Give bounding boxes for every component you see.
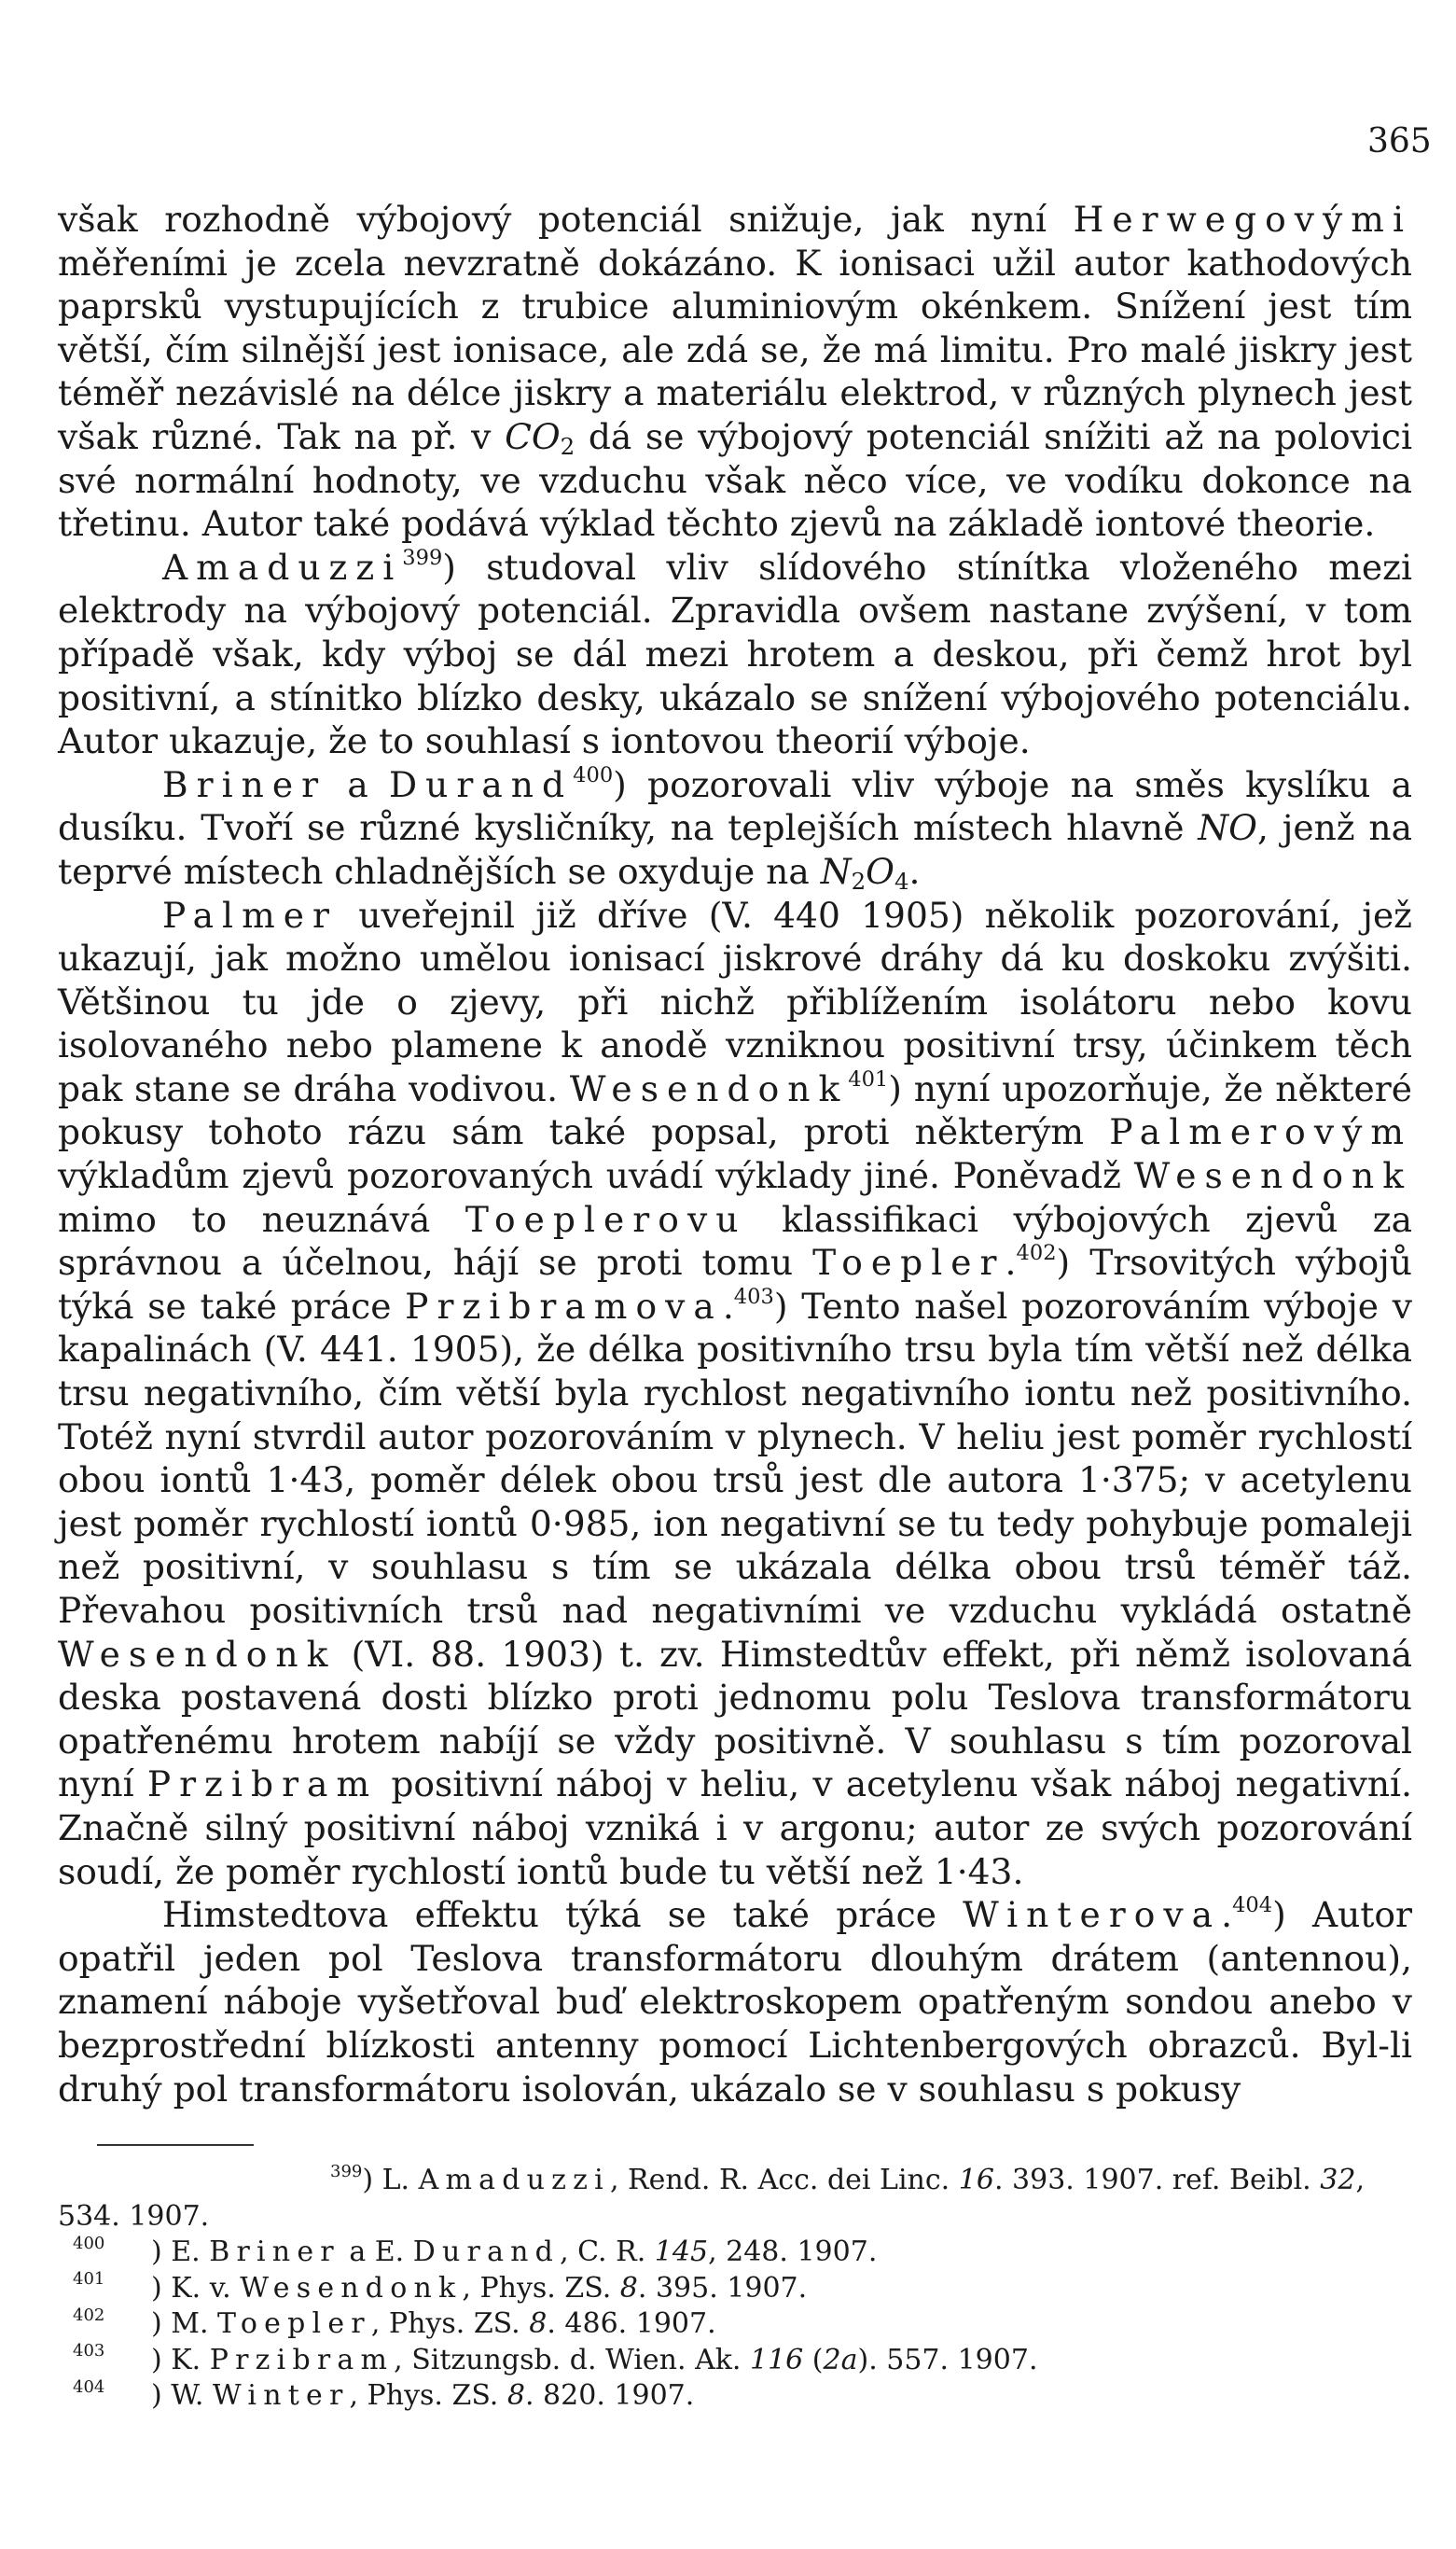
text-run: . 393. 1907. ref. Beibl. (993, 2164, 1321, 2196)
spaced-name: Wesendonk (58, 1633, 337, 1675)
text-run: ). 557. 1907. (857, 2343, 1038, 2376)
spaced-name: Amaduzzi (418, 2164, 610, 2196)
footnote: 401 ) K. v. Wesendonk, Phys. ZS. 8. 395. 1907. (73, 2269, 808, 2305)
text-run: O (866, 850, 894, 892)
footnote: 400 ) E. Briner a E. Durand, C. R. 145, 248. 1907. (73, 2233, 878, 2268)
spaced-name: Przibramova (405, 1285, 723, 1327)
spaced-name: Durand (412, 2236, 561, 2268)
paragraph (58, 763, 1412, 894)
text-run: ) Trsovitých výbojů týká se také práce (58, 1242, 1412, 1327)
spaced-name: Toepler (812, 1242, 1005, 1284)
text-run: mimo to neuznává (58, 1198, 465, 1240)
spaced-name: Przibram (209, 2343, 395, 2376)
text-run: , Phys. ZS. (349, 2379, 507, 2412)
text-run: 32 (1320, 2164, 1356, 2196)
spaced-name: Wesendonk (240, 2271, 463, 2305)
text-run: ) W. (151, 2379, 213, 2412)
spaced-name: Briner (209, 2236, 340, 2268)
text-run: , C. R. (560, 2236, 655, 2268)
spaced-name: Toeplerovu (465, 1198, 747, 1240)
text-run: 2a (823, 2343, 858, 2376)
text-run: NO (1198, 807, 1257, 849)
footnote-separator (97, 2144, 254, 2146)
text-run: 8 (506, 2379, 525, 2412)
spaced-name: Palmerovým (1109, 1111, 1412, 1153)
footnote: 399) L. Amaduzzi, Rend. R. Acc. dei Linc. 16. 393. 1907. ref. Beibl. 32, 534. 1907. (58, 2161, 1365, 2233)
text-run: CO (505, 415, 561, 457)
text-run: 2 (851, 868, 867, 896)
text-run: výkladům zjevů pozorovaných uvádí výklady jiné. Poněvadž (58, 1155, 1134, 1197)
spaced-name: Amaduzzi (162, 546, 403, 588)
footnote-ref[interactable]: 401 (848, 1067, 889, 1093)
text-run: ) K. v. (151, 2271, 241, 2305)
text-run: . (908, 850, 921, 892)
paragraph (58, 894, 1412, 1894)
paragraph (58, 198, 1412, 546)
text-run: , Rend. R. Acc. dei Linc. (609, 2164, 959, 2196)
footnote: 402 ) M. Toepler, Phys. ZS. 8. 486. 1907. (73, 2305, 716, 2340)
text-run: ) pozorovali vliv výboje na směs kyslíku a dusíku. Tvoří se různé kysličníky, na teplejších místech hlavně (58, 763, 1413, 849)
footnote-ref[interactable]: 399 (402, 545, 443, 570)
text-run: ) Tento našel pozorováním výboje v kapalinách (V. 441. 1905), že délka positivního trsu byla tím větší než délka trsu negativního, čím větší byla rychlost negativního iontu než positivního. Totéž nyní stvrdil autor pozorováním v plynech. V heliu jest poměr rychlostí obou iontů 1·43, poměr délek obou trsů jest dle autora 1·375; v acetylenu jest poměr rychlostí iontů 0·985, ion negativní se tu tedy pohybuje pomaleji než positivní, v souhlasu s tím se ukázala délka obou trsů téměř táž. Převahou positivních trsů nad negativními ve vzduchu vykládá ostatně (58, 1285, 1412, 1631)
paragraph (58, 1893, 1412, 2110)
text-run: dá se výbojový potenciál snížiti až na polovici své normální hodnoty, ve vzduchu však něco více, ve vodíku dokonce na třetinu. Autor také podává výklad těchto zjevů na základě iontové theorie. (58, 415, 1412, 545)
spaced-name: Winterova (963, 1894, 1222, 1936)
spaced-name: Briner (162, 763, 327, 805)
footnote: 404 ) W. Winter, Phys. ZS. 8. 820. 1907. (73, 2376, 695, 2412)
text-run: 4 (894, 868, 909, 896)
spaced-name: Przibram (146, 1763, 379, 1805)
text-run: ) Autor opatřil jeden pol Teslova transformátoru dlouhým drátem (antennou), znamení náboje vyšetřoval buď elektroskopem opatřeným sondou anebo v bezprostřední blízkosti antenny pomocí Lichtenbergových obrazců. Byl-li druhý pol transformátoru isolován, ukázalo se v souhlasu s pokusy (58, 1894, 1412, 2110)
text-run: , Phys. ZS. (370, 2307, 530, 2340)
spaced-name: Palmer (162, 894, 338, 936)
text-run: a E. (340, 2236, 413, 2268)
text-run: 145 (654, 2236, 709, 2268)
text-run: uveřejnil již dříve (V. 440 1905) několik pozorování, jež ukazují, jak možno umělou ionisací jiskrové dráhy dá ku doskoku zvýšiti. Většinou tu jde o zjevy, při nichž přiblížením isolátoru nebo kovu isolovaného nebo plamene k anodě vzniknou positivní trsy, účinkem těch pak stane se dráha vodivou. (58, 894, 1412, 1109)
spaced-name: Durand (389, 763, 574, 805)
paragraph (58, 546, 1412, 763)
text-run: 2 (560, 433, 575, 461)
text-run: , 248. 1907. (708, 2236, 878, 2268)
footnote-ref[interactable]: 403 (733, 1285, 774, 1310)
text-run: 8 (619, 2271, 638, 2305)
text-run: měřeními je zcela nevzratně dokázáno. K ionisaci užil autor kathodových paprsků vystupujících z trubice aluminiovým okénkem. Snížení jest tím větší, čím silnější jest ionisace, ale zdá se, že má limitu. Pro malé jiskry jest téměř nezávislé na délce jiskry a materiálu elektrod, v různých plynech jest však různé. Tak na př. v (58, 242, 1412, 457)
text-run: ) nyní upozorňuje, že některé pokusy tohoto rázu sám také popsal, proti některým (58, 1067, 1413, 1153)
text-run: ( (803, 2343, 824, 2376)
text-run: , Phys. ZS. (462, 2271, 620, 2305)
spaced-name: Wesendonk (569, 1067, 849, 1109)
text-run: ) studoval vliv slídového stínítka vloženého mezi elektrody na výbojový potenciál. Zpravidla ovšem nastane zvýšení, v tom případě však, kdy výboj se dál mezi hrotem a deskou, při čemž hrot byl positivní, a stínitko blízko desky, ukázalo se snížení výbojového potenciálu. Autor ukazuje, že to souhlasí s iontovou theorií výboje. (58, 546, 1412, 762)
text-run: ) L. (362, 2164, 419, 2196)
body-text (58, 198, 1412, 2110)
text-run: , Sitzungsb. d. Wien. Ak. (394, 2343, 750, 2376)
text-run: ) K. (151, 2343, 210, 2376)
page-number: 365 (1367, 122, 1432, 160)
footnote-ref[interactable]: 402 (1016, 1241, 1057, 1266)
text-run: klassifikaci výbojových zjevů za správnou a účelnou, hájí se proti tomu (58, 1198, 1412, 1284)
footnote-ref[interactable]: 404 (1232, 1893, 1273, 1918)
text-run: 116 (749, 2343, 804, 2376)
spaced-name: Toepler (217, 2307, 371, 2340)
text-run: ) E. (151, 2236, 210, 2268)
text-run: N (820, 850, 852, 892)
spaced-name: Herwegovými (1073, 199, 1412, 240)
text-run: však rozhodně výbojový potenciál snižuje, jak nyní (58, 199, 1074, 240)
spaced-name: Winter (212, 2379, 350, 2412)
text-run: Himstedtova effektu týká se také práce (162, 1894, 964, 1936)
text-run: 16 (958, 2164, 994, 2196)
footnote: 403 ) K. Przibram, Sitzungsb. d. Wien. Ak. 116 (2a). 557. 1907. (73, 2341, 1038, 2376)
text-run: , 534. 1907. (58, 2164, 1365, 2233)
text-run: . 486. 1907. (547, 2307, 716, 2340)
text-run: . 395. 1907. (637, 2271, 808, 2305)
text-run: . (722, 1285, 734, 1327)
text-run: positivní náboj v heliu, v acetylenu však náboj negativní. Značně silný positivní náboj vzniká i v argonu; autor ze svých pozorování soudí, že poměr rychlostí iontů bude tu větší než 1·43. (58, 1763, 1412, 1892)
text-run: ) M. (151, 2307, 218, 2340)
text-run: a (326, 763, 390, 805)
text-run: (VI. 88. 1903) t. zv. Himstedtův effekt, při němž isolovaná deska postavená dosti blízko proti jednomu polu Teslova transformátoru opatřenému hrotem nabíjí se vždy positivně. V souhlasu s tím pozoroval nyní (58, 1633, 1412, 1805)
spaced-name: Wesendonk (1133, 1155, 1412, 1197)
text-run: , jenž na teprvé místech chladnějších se oxyduje na (58, 807, 1412, 892)
footnote-ref[interactable]: 400 (573, 762, 614, 787)
text-run: . (1221, 1894, 1233, 1936)
text-run: 8 (529, 2307, 548, 2340)
footnotes (58, 2163, 1412, 2415)
text-run: . 820. 1907. (524, 2379, 695, 2412)
text-run: . (1005, 1242, 1017, 1284)
